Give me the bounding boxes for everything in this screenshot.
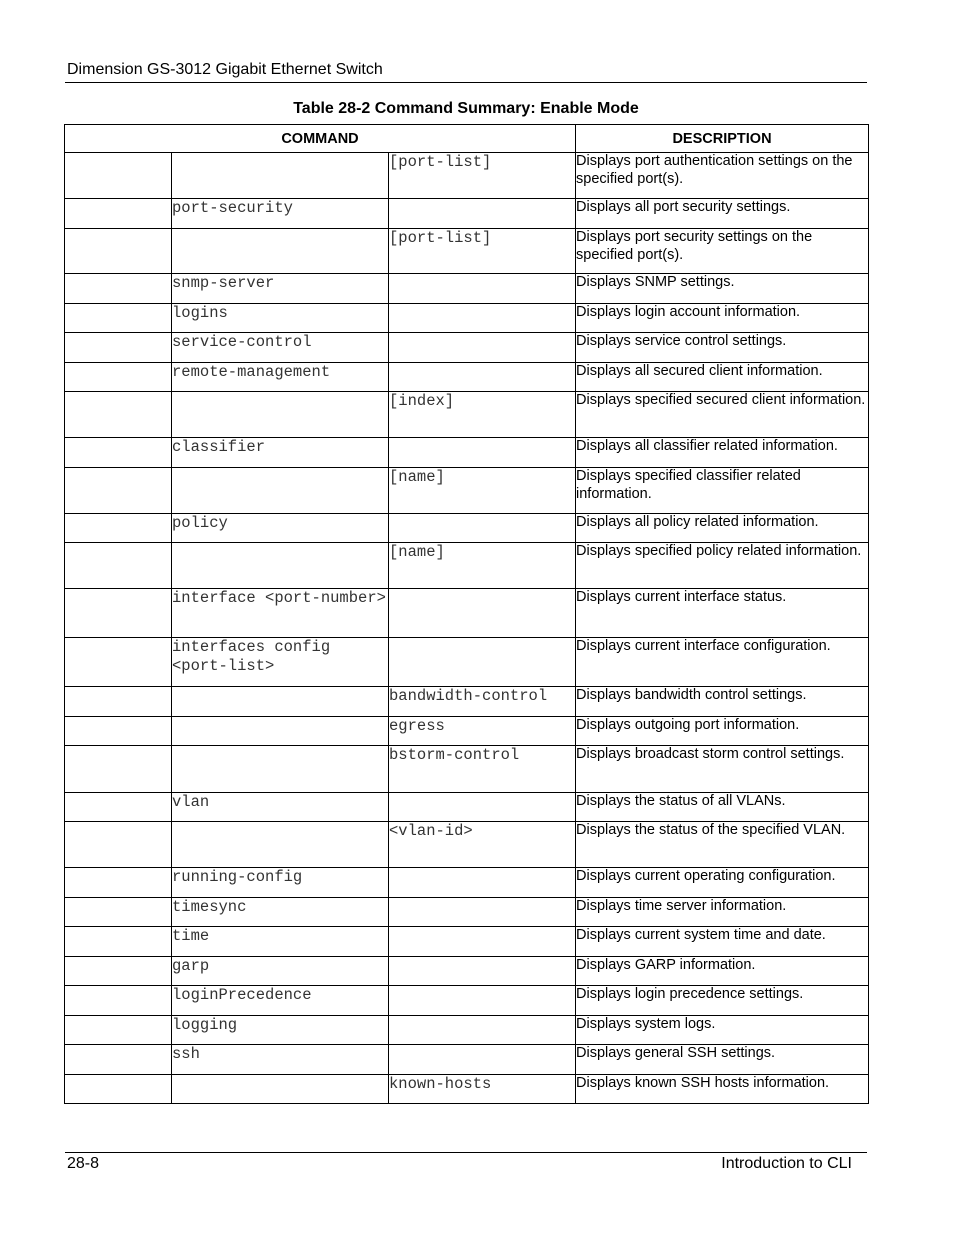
description-cell: Displays specified secured client information. — [576, 392, 869, 438]
level-2-command-cell: service-control — [172, 333, 389, 363]
level-1-command-cell — [65, 1075, 172, 1104]
description-cell: Displays specified policy related information. — [576, 543, 869, 589]
level-2-command-cell — [172, 392, 389, 438]
level-1-command-cell — [65, 392, 172, 438]
description-cell: Displays GARP information. — [576, 957, 869, 986]
description-cell: Displays current interface configuration. — [576, 638, 869, 687]
table-row — [65, 589, 869, 638]
level-1-command-cell — [65, 1045, 172, 1075]
description-cell: Displays current operating configuration. — [576, 868, 869, 898]
level-3-command-cell — [389, 638, 576, 687]
level-1-command-cell — [65, 304, 172, 333]
table-row — [65, 199, 869, 229]
command-column-header: COMMAND — [65, 125, 576, 153]
level-1-command-cell — [65, 438, 172, 468]
table-row — [65, 868, 869, 898]
level-3-command-cell — [389, 793, 576, 822]
level-3-command-cell: [port-list] — [389, 153, 576, 199]
level-3-command-cell — [389, 304, 576, 333]
table-row — [65, 957, 869, 986]
level-2-command-cell: classifier — [172, 438, 389, 468]
level-1-command-cell — [65, 687, 172, 717]
level-1-command-cell — [65, 717, 172, 746]
table-row — [65, 333, 869, 363]
table-row — [65, 822, 869, 868]
description-cell: Displays known SSH hosts information. — [576, 1075, 869, 1104]
table-caption: Table 28-2 Command Summary: Enable Mode — [293, 100, 639, 117]
level-1-command-cell — [65, 822, 172, 868]
level-3-command-cell — [389, 363, 576, 392]
level-3-command-cell: egress — [389, 717, 576, 746]
table-row — [65, 927, 869, 957]
level-2-command-cell: logging — [172, 1016, 389, 1045]
level-2-command-cell: timesync — [172, 898, 389, 927]
level-1-command-cell — [65, 1016, 172, 1045]
level-1-command-cell — [65, 868, 172, 898]
description-cell: Displays system logs. — [576, 1016, 869, 1045]
level-3-command-cell — [389, 868, 576, 898]
table-row — [65, 638, 869, 687]
level-2-command-cell: loginPrecedence — [172, 986, 389, 1016]
level-3-command-cell — [389, 898, 576, 927]
level-3-command-cell: bandwidth-control — [389, 687, 576, 717]
command-summary-table — [64, 124, 869, 1104]
level-1-command-cell — [65, 589, 172, 638]
level-3-command-cell — [389, 438, 576, 468]
level-3-command-cell — [389, 514, 576, 543]
level-1-command-cell — [65, 199, 172, 229]
table-row — [65, 304, 869, 333]
level-3-command-cell: [name] — [389, 468, 576, 514]
level-2-command-cell — [172, 153, 389, 199]
level-2-command-cell: interface <port-number> — [172, 589, 389, 638]
level-2-command-cell: ssh — [172, 1045, 389, 1075]
description-cell: Displays login precedence settings. — [576, 986, 869, 1016]
table-row — [65, 514, 869, 543]
level-1-command-cell — [65, 986, 172, 1016]
level-2-command-cell: interfaces config <port-list> — [172, 638, 389, 687]
level-1-command-cell — [65, 274, 172, 304]
level-2-command-cell: garp — [172, 957, 389, 986]
level-2-command-cell — [172, 1075, 389, 1104]
level-2-command-cell: vlan — [172, 793, 389, 822]
table-row — [65, 392, 869, 438]
level-1-command-cell — [65, 898, 172, 927]
level-2-command-cell: running-config — [172, 868, 389, 898]
level-1-command-cell — [65, 543, 172, 589]
level-3-command-cell — [389, 333, 576, 363]
level-2-command-cell: remote-management — [172, 363, 389, 392]
description-cell: Displays current interface status. — [576, 589, 869, 638]
description-cell: Displays bandwidth control settings. — [576, 687, 869, 717]
table-row — [65, 746, 869, 793]
description-cell: Displays specified classifier related information. — [576, 468, 869, 514]
level-2-command-cell: logins — [172, 304, 389, 333]
description-cell: Displays the status of all VLANs. — [576, 793, 869, 822]
level-1-command-cell — [65, 638, 172, 687]
level-2-command-cell — [172, 717, 389, 746]
level-1-command-cell — [65, 153, 172, 199]
description-cell: Displays all policy related information. — [576, 514, 869, 543]
table-header-row — [65, 125, 869, 153]
table-row — [65, 1075, 869, 1104]
table-row — [65, 274, 869, 304]
table-row — [65, 986, 869, 1016]
level-2-command-cell — [172, 687, 389, 717]
level-3-command-cell — [389, 199, 576, 229]
level-3-command-cell: known-hosts — [389, 1075, 576, 1104]
description-cell: Displays all port security settings. — [576, 199, 869, 229]
running-header-title: Dimension GS-3012 Gigabit Ethernet Switch — [67, 61, 383, 78]
description-cell: Displays SNMP settings. — [576, 274, 869, 304]
table-row — [65, 1016, 869, 1045]
level-2-command-cell — [172, 543, 389, 589]
table-row — [65, 153, 869, 199]
table-row — [65, 363, 869, 392]
level-3-command-cell: [index] — [389, 392, 576, 438]
description-cell: Displays port authentication settings on the specified port(s). — [576, 153, 869, 199]
description-cell: Displays service control settings. — [576, 333, 869, 363]
table-row — [65, 468, 869, 514]
description-cell: Displays port security settings on the specified port(s). — [576, 229, 869, 274]
level-3-command-cell — [389, 1016, 576, 1045]
level-1-command-cell — [65, 363, 172, 392]
footer-rule — [65, 1152, 867, 1153]
description-cell: Displays the status of the specified VLAN. — [576, 822, 869, 868]
description-column-header: DESCRIPTION — [576, 125, 869, 153]
description-cell: Displays time server information. — [576, 898, 869, 927]
level-3-command-cell: [port-list] — [389, 229, 576, 274]
description-cell: Displays general SSH settings. — [576, 1045, 869, 1075]
table-row — [65, 793, 869, 822]
level-1-command-cell — [65, 514, 172, 543]
level-2-command-cell — [172, 229, 389, 274]
header-rule — [65, 82, 867, 83]
level-1-command-cell — [65, 333, 172, 363]
level-3-command-cell — [389, 986, 576, 1016]
table-row — [65, 438, 869, 468]
level-1-command-cell — [65, 957, 172, 986]
level-2-command-cell: snmp-server — [172, 274, 389, 304]
level-1-command-cell — [65, 746, 172, 793]
table-row — [65, 1045, 869, 1075]
description-cell: Displays broadcast storm control settings. — [576, 746, 869, 793]
level-2-command-cell — [172, 468, 389, 514]
description-cell: Displays outgoing port information. — [576, 717, 869, 746]
description-cell: Displays all secured client information. — [576, 363, 869, 392]
level-1-command-cell — [65, 927, 172, 957]
description-cell: Displays current system time and date. — [576, 927, 869, 957]
page-number: 28-8 — [67, 1155, 100, 1172]
table-row — [65, 898, 869, 927]
level-3-command-cell — [389, 274, 576, 304]
level-2-command-cell: time — [172, 927, 389, 957]
level-3-command-cell: [name] — [389, 543, 576, 589]
level-3-command-cell — [389, 957, 576, 986]
level-3-command-cell — [389, 927, 576, 957]
table-row — [65, 717, 869, 746]
table-row — [65, 229, 869, 274]
level-3-command-cell: bstorm-control — [389, 746, 576, 793]
description-cell: Displays all classifier related information. — [576, 438, 869, 468]
level-1-command-cell — [65, 229, 172, 274]
level-3-command-cell — [389, 1045, 576, 1075]
table-row — [65, 687, 869, 717]
level-3-command-cell: <vlan-id> — [389, 822, 576, 868]
level-3-command-cell — [389, 589, 576, 638]
footer-section-title: Introduction to CLI — [721, 1155, 852, 1172]
level-2-command-cell: port-security — [172, 199, 389, 229]
level-2-command-cell — [172, 746, 389, 793]
table-body — [65, 153, 869, 1104]
level-1-command-cell — [65, 468, 172, 514]
description-cell: Displays login account information. — [576, 304, 869, 333]
level-1-command-cell — [65, 793, 172, 822]
table-row — [65, 543, 869, 589]
level-2-command-cell — [172, 822, 389, 868]
level-2-command-cell: policy — [172, 514, 389, 543]
